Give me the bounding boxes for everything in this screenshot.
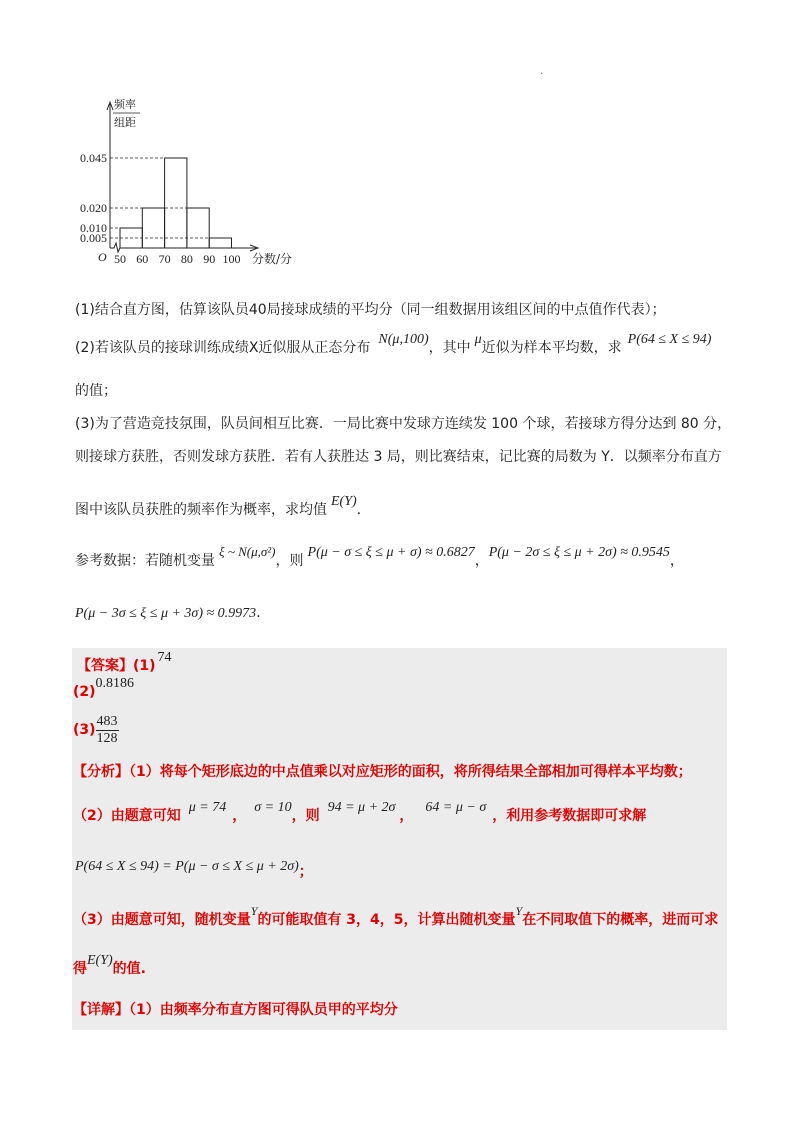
reference-prob-3: P(μ − 3σ ≤ ξ ≤ μ + 3σ) ≈ 0.9973 bbox=[75, 606, 257, 621]
reference-dist: ξ ~ N(μ,σ²) bbox=[219, 544, 276, 559]
detail-text-1: （1）由频率分布直方图可得队员甲的平均分 bbox=[129, 1002, 398, 1018]
analysis-tag: 【分析】 bbox=[73, 764, 129, 780]
variable-y-1: Y bbox=[250, 904, 258, 918]
question-3-text: 图中该队员获胜的频率作为概率，求均值 bbox=[75, 502, 327, 518]
reference-prob-1: P(μ − σ ≤ ξ ≤ μ + σ) ≈ 0.6827 bbox=[307, 545, 475, 560]
question-2-end: 的值； bbox=[75, 383, 117, 399]
reference-data-line-1 bbox=[75, 544, 684, 572]
analysis-text-4a: （3）由题意可知，随机变量 bbox=[73, 912, 251, 928]
answer-1-value: 74 bbox=[157, 650, 172, 665]
mu-equals: μ = 74 bbox=[188, 800, 227, 815]
x-tick-label: 80 bbox=[180, 252, 193, 266]
x-axis-label: 分数/分 bbox=[252, 252, 293, 266]
y-tick-label: 0.020 bbox=[80, 201, 107, 215]
reference-period: . bbox=[256, 605, 261, 621]
reference-prob-2: P(μ − 2σ ≤ ξ ≤ μ + 2σ) ≈ 0.9545 bbox=[488, 545, 670, 560]
y-tick-label: 0.010 bbox=[80, 221, 107, 235]
analysis-line-5 bbox=[73, 953, 146, 980]
equation-64: 64 = μ − σ bbox=[425, 800, 487, 815]
y-axis-label-bottom: 组距 bbox=[114, 116, 136, 129]
answer-3-label: (3) bbox=[73, 722, 96, 738]
analysis-line-1 bbox=[73, 762, 692, 782]
frequency-histogram bbox=[66, 96, 326, 286]
y-tick-label: 0.045 bbox=[80, 151, 107, 165]
histogram-bar bbox=[165, 158, 187, 248]
y-axis-label-top: 频率 bbox=[114, 98, 136, 111]
analysis-text-2c: ，利用参考数据即可求解 bbox=[492, 808, 647, 824]
analysis-text-1: （1）将每个矩形底边的中点值乘以对应矩形的面积，将所得结果全部相加可得样本平均数； bbox=[129, 764, 692, 780]
x-tick-label: 50 bbox=[114, 252, 126, 266]
reference-data-line-2 bbox=[75, 603, 261, 624]
reference-then: ，则 bbox=[275, 553, 304, 569]
x-tick-label: 60 bbox=[136, 252, 149, 266]
question-1: (1)结合直方图，估算该队员40局接球成绩的平均分（同一组数据用该组区间的中点值作代表）； bbox=[75, 302, 666, 318]
fraction-denominator: 128 bbox=[96, 730, 118, 746]
x-tick-label: 90 bbox=[203, 252, 216, 266]
analysis-text-4b: 的可能取值有 3，4，5，计算出随机变量 bbox=[257, 912, 516, 928]
answer-2-value: 0.8186 bbox=[95, 676, 135, 691]
question-2-text-b: ，其中 bbox=[428, 340, 471, 356]
analysis-line-2 bbox=[73, 800, 647, 827]
analysis-line-3 bbox=[75, 856, 313, 880]
fraction-numerator: 483 bbox=[96, 713, 118, 729]
histogram-bar bbox=[142, 208, 164, 248]
answer-tag: 【答案】 bbox=[77, 658, 133, 674]
question-3-period: . bbox=[356, 502, 362, 518]
question-3-line-3 bbox=[75, 494, 362, 521]
x-tick-label: 70 bbox=[158, 252, 171, 266]
reference-comma-2: ， bbox=[669, 553, 684, 569]
expectation-y: E(Y) bbox=[87, 953, 113, 968]
sigma-equals: σ = 10 bbox=[254, 800, 292, 815]
x-tick-label: 100 bbox=[222, 252, 241, 266]
analysis-then: ，则 bbox=[291, 808, 320, 824]
analysis-comma-1: ， bbox=[232, 808, 247, 824]
expectation-expression: E(Y) bbox=[331, 494, 357, 509]
answer-3-fraction bbox=[96, 714, 119, 747]
analysis-text-2a: （2）由题意可知 bbox=[73, 808, 181, 824]
detail-line-1 bbox=[73, 1000, 398, 1020]
question-3-line-2: 则接球方获胜，否则发球方获胜．若有人获胜达 3 局，则比赛结束，记比赛的局数为 Y．以频率分布直方 bbox=[75, 449, 722, 465]
analysis-comma-2: ， bbox=[399, 808, 414, 824]
analysis-text-5b: 的值. bbox=[112, 961, 146, 977]
question-3-line-1: (3)为了营造竞技氛围，队员间相互比赛．一局比赛中发球方连续发 100 个球，若接球方得分达到 80 分， bbox=[75, 416, 732, 432]
detail-tag: 【详解】 bbox=[73, 1002, 129, 1018]
answer-1-label: (1) bbox=[133, 658, 156, 674]
mu-symbol: μ bbox=[474, 332, 482, 347]
analysis-semicolon: ； bbox=[298, 864, 313, 880]
equation-94: 94 = μ + 2σ bbox=[327, 800, 396, 815]
probability-equation: P(64 ≤ X ≤ 94) = P(μ − σ ≤ X ≤ μ + 2σ) bbox=[75, 859, 299, 874]
normal-dist-expression: N(μ,100) bbox=[378, 332, 429, 347]
question-2 bbox=[75, 332, 712, 359]
answer-panel bbox=[72, 648, 727, 1030]
reference-comma-1: ， bbox=[474, 553, 489, 569]
answer-line-2 bbox=[73, 676, 135, 703]
question-2-text-c: 近似为样本平均数，求 bbox=[481, 340, 622, 356]
probability-expression: P(64 ≤ X ≤ 94) bbox=[627, 332, 712, 347]
histogram-bar bbox=[209, 238, 231, 248]
analysis-line-4 bbox=[73, 904, 719, 930]
histogram-bar bbox=[187, 208, 209, 248]
answer-line-3 bbox=[73, 710, 119, 750]
origin-label: O bbox=[98, 250, 107, 264]
question-2-text-a: (2)若该队员的接球训练成绩X近似服从正态分布 bbox=[75, 340, 371, 356]
variable-y-2: Y bbox=[515, 904, 523, 918]
reference-label: 参考数据：若随机变量 bbox=[75, 553, 215, 569]
page-mark: . bbox=[540, 66, 544, 77]
y-tick-label: 0.005 bbox=[80, 231, 107, 245]
analysis-text-5a: 得 bbox=[73, 961, 87, 977]
analysis-text-4c: 在不同取值下的概率，进而可求 bbox=[522, 912, 719, 928]
answer-2-label: (2) bbox=[73, 684, 96, 700]
answer-line-1 bbox=[77, 650, 172, 677]
